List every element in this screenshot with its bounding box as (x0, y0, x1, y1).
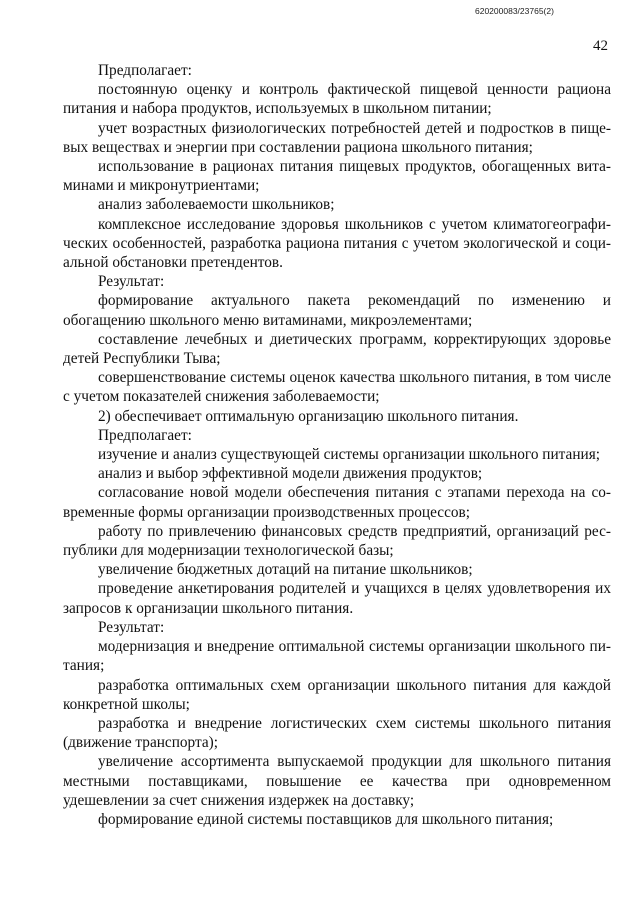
list-item: разработка оптимальных схем организации школьного питания для каждой конкретной школы; (63, 676, 611, 713)
list-item: формирование актуального пакета рекомендаций по изменению и обогащению школьного меню витаминами, микроэлементами; (63, 292, 611, 329)
paragraph-expects-2: Предполагает: (98, 426, 192, 444)
list-item: проведение анкетирования родителей и учащихся в целях удовлетворения их запросов к организации школьного питания. (63, 580, 611, 617)
list-item: анализ и выбор эффективной модели движения продуктов; (98, 465, 483, 483)
list-item: совершенствование системы оценок качества школьного питания, в том числе с учетом показателей снижения заболеваемости; (63, 369, 611, 406)
page-number: 42 (593, 38, 608, 54)
list-item: разработка и внедрение логистических схем системы школьного питания (движение транспорта); (63, 714, 611, 752)
list-item: комплексное исследование здоровья школьников с учетом климатогеографических особенностей, разработка рациона питания с учетом экологической и социальной обстановки претендентов. (63, 215, 611, 272)
list-item: использование в рационах питания пищевых продуктов, обогащенных витаминами и микронутриентами; (63, 158, 611, 195)
list-item: модернизация и внедрение оптимальной системы организации школьного питания; (63, 638, 611, 675)
paragraph-expects-1: Предполагает: (98, 62, 192, 79)
paragraph-result-1: Результат: (98, 273, 165, 291)
list-item: постоянную оценку и контроль фактической пищевой ценности рациона питания и набора продуктов, используемых в школьном питании; (63, 81, 611, 118)
list-item: формирование единой системы поставщиков для школьного питания; (98, 810, 554, 828)
list-item: изучение и анализ существующей системы организации школьного питания; (98, 446, 600, 464)
document-code: 620200083/23765(2) (475, 6, 554, 16)
list-item: увеличение ассортимента выпускаемой продукции для школьного питания местными поставщиками, повышение ее качества при одновременном удешевлении за счет снижения издержек на доставку; (63, 753, 611, 809)
paragraph-point-2: 2) обеспечивает оптимальную организацию школьного питания. (98, 407, 519, 425)
list-item: составление лечебных и диетических программ, корректирующих здоровье детей Республики Тыва; (63, 330, 611, 368)
list-item: анализ заболеваемости школьников; (98, 196, 335, 214)
list-item: согласование новой модели обеспечения питания с этапами перехода на современные формы организации производственных процессов; (63, 484, 611, 521)
list-item: работу по привлечению финансовых средств предприятий, организаций республики для модернизации технологической базы; (63, 522, 611, 560)
list-item: увеличение бюджетных дотаций на питание школьников; (98, 561, 473, 579)
list-item: учет возрастных физиологических потребностей детей и подростков в пищевых веществах и энергии при составлении рациона школьного питания; (63, 119, 611, 156)
document-body (63, 61, 611, 829)
paragraph-result-2: Результат: (98, 618, 165, 636)
